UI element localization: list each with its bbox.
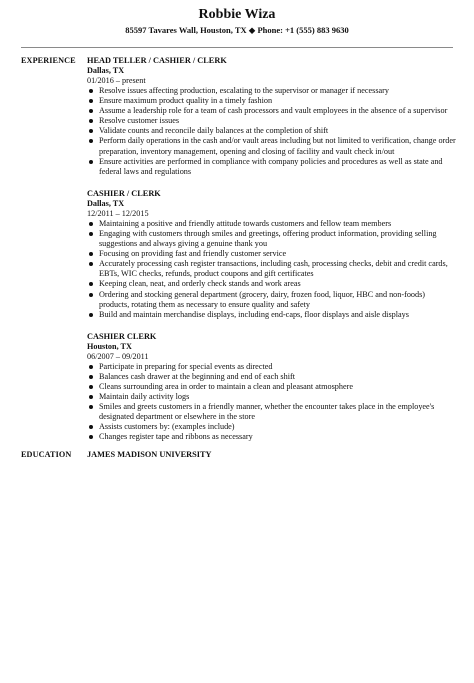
job-location: Dallas, TX	[87, 66, 125, 75]
list-item	[87, 96, 457, 106]
candidate-name: Robbie Wiza	[198, 7, 276, 22]
duty-text: Balances cash drawer at the beginning and end of each shift	[99, 371, 295, 381]
bullet-icon	[89, 119, 93, 123]
duty-text: Smiles and greets customers in a friendly manner, whether the encounter takes place in the employee's designated department or elsewhere in the store	[99, 402, 435, 422]
duty-text: Resolve customer issues	[99, 116, 180, 126]
list-item	[87, 126, 457, 136]
bullet-icon	[89, 435, 93, 439]
duty-text: Accurately processing cash register transactions, including cash, processing checks, debit and credit cards, EBTs, WIC checks, refunds, product coupons and gift certificates	[99, 259, 448, 279]
bullet-icon	[89, 395, 93, 399]
job-entry	[87, 188, 457, 320]
list-item	[87, 116, 457, 126]
bullet-icon	[89, 129, 93, 133]
bullet-icon	[89, 365, 93, 369]
bullet-icon	[89, 139, 93, 143]
duty-text: Ordering and stocking general department (grocery, dairy, frozen food, liquor, HBC and non-foods) products, rotating them as necessary to ensure quality and safety	[99, 289, 426, 309]
duty-text: Build and maintain merchandise displays, including end-caps, floor displays and aisle displays	[99, 309, 409, 319]
school-name: JAMES MADISON UNIVERSITY	[87, 450, 212, 459]
duty-text: Participate in preparing for special events as directed	[99, 361, 273, 371]
list-item	[87, 382, 457, 392]
duty-list	[87, 219, 457, 320]
job-location: Dallas, TX	[87, 198, 125, 208]
list-item	[87, 106, 457, 116]
list-item	[87, 279, 457, 289]
bullet-icon	[89, 293, 93, 297]
bullet-icon	[89, 109, 93, 113]
bullet-icon	[89, 89, 93, 93]
bullet-icon	[89, 313, 93, 317]
list-item	[87, 157, 457, 177]
duty-text: Perform daily operations in the cash and/or vault areas including but not limited to verification, change order preparation, inventory management, opening and closing of facility and vault check in/out	[99, 136, 456, 156]
list-item	[87, 219, 457, 229]
bullet-icon	[89, 99, 93, 103]
list-item	[87, 259, 457, 279]
duty-text: Maintaining a positive and friendly attitude towards customers and fellow team members	[99, 218, 392, 228]
duty-text: Assume a leadership role for a team of cash processors and vault employees in the absence of a supervisor	[99, 106, 448, 116]
job-dates: 06/2007 – 09/2011	[87, 351, 149, 361]
duty-text: Resolve issues affecting production, escalating to the supervisor or manager if necessary	[99, 86, 389, 95]
resume-header	[0, 0, 474, 36]
list-item	[87, 402, 457, 422]
bullet-icon	[89, 282, 93, 286]
duty-list	[87, 86, 457, 177]
list-item	[87, 362, 457, 372]
job-title: CASHIER CLERK	[87, 331, 157, 341]
experience-section	[87, 55, 457, 443]
bullet-icon	[89, 252, 93, 256]
job-title: HEAD TELLER / CASHIER / CLERK	[87, 56, 227, 65]
duty-text: Assists customers by: (examples include)	[99, 422, 235, 432]
job-dates: 12/2011 – 12/2015	[87, 208, 149, 218]
duty-text: Keeping clean, neat, and orderly check stands and work areas	[99, 279, 301, 289]
list-item	[87, 136, 457, 156]
bullet-icon	[89, 232, 93, 236]
list-item	[87, 290, 457, 310]
list-item	[87, 229, 457, 249]
duty-text: Changes register tape and ribbons as necessary	[99, 432, 253, 442]
duty-text: Ensure maximum product quality in a timely fashion	[99, 96, 273, 106]
experience-heading: EXPERIENCE	[21, 56, 76, 65]
job-entry	[87, 331, 457, 443]
duty-text: Maintain daily activity logs	[99, 392, 190, 402]
list-item	[87, 432, 457, 442]
list-item	[87, 392, 457, 402]
list-item	[87, 422, 457, 432]
bullet-icon	[89, 222, 93, 226]
header-divider	[21, 47, 453, 48]
job-entry	[87, 55, 457, 177]
bullet-icon	[89, 160, 93, 164]
bullet-icon	[89, 375, 93, 379]
job-title: CASHIER / CLERK	[87, 188, 161, 198]
duty-text: Validate counts and reconcile daily balances at the completion of shift	[99, 126, 329, 136]
job-location: Houston, TX	[87, 341, 132, 351]
contact-line: 85597 Tavares Wall, Houston, TX ◆ Phone: +1 (555) 883 9630	[125, 25, 349, 35]
list-item	[87, 372, 457, 382]
list-item	[87, 249, 457, 259]
list-item	[87, 310, 457, 320]
duty-list	[87, 362, 457, 443]
education-section	[87, 450, 457, 459]
bullet-icon	[89, 385, 93, 389]
duty-text: Focusing on providing fast and friendly customer service	[99, 249, 287, 259]
job-dates: 01/2016 – present	[87, 76, 146, 85]
duty-text: Cleans surrounding area in order to maintain a clean and pleasant atmosphere	[99, 381, 353, 391]
duty-text: Ensure activities are performed in compliance with company policies and procedures as well as state and federal laws and regulations	[99, 156, 443, 176]
list-item	[87, 86, 457, 96]
duty-text: Engaging with customers through smiles and greetings, offering product information, providing selling suggestions and always giving a genuine thank you	[99, 228, 437, 249]
bullet-icon	[89, 405, 93, 409]
bullet-icon	[89, 425, 93, 429]
bullet-icon	[89, 262, 93, 266]
education-heading: EDUCATION	[21, 450, 72, 459]
